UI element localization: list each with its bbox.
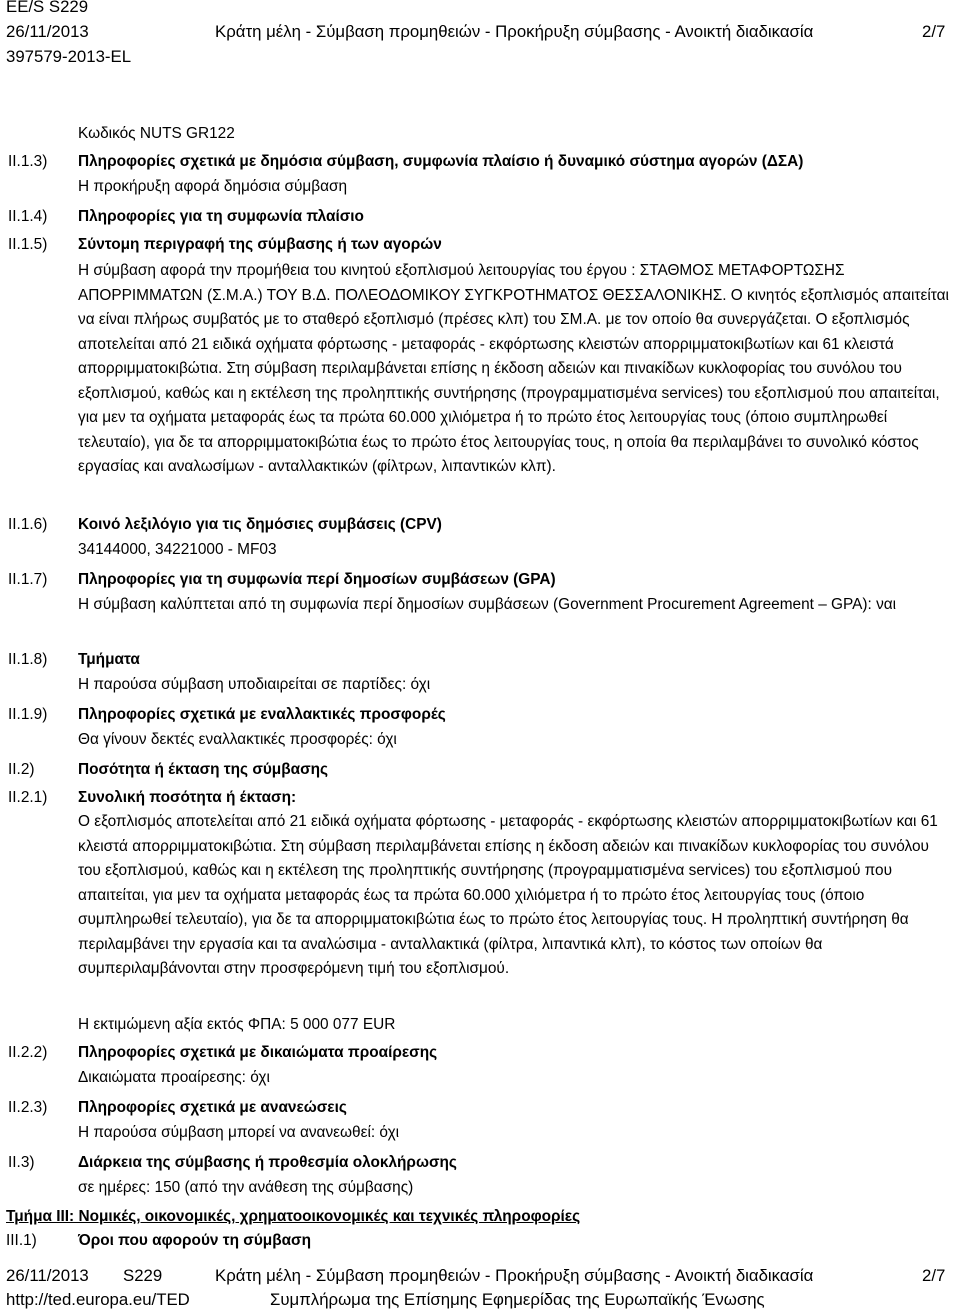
section-paragraph: Η σύμβαση καλύπτεται από τη συμφωνία περί δημοσίων συμβάσεων (Government Procurement Agreement – GPA): ναι <box>78 596 897 613</box>
section-number: II.1.7) <box>8 571 48 588</box>
cpv-codes: 34144000, 34221000 - MF03 <box>78 541 277 558</box>
notice-id: 397579-2013-EL <box>6 47 132 66</box>
header-title: Κράτη μέλη - Σύμβαση προμηθειών - Προκήρυξη σύμβασης - Ανοικτή διαδικασία <box>215 22 814 41</box>
section-number: II.1.8) <box>8 651 48 668</box>
section-number: II.2.3) <box>8 1099 48 1116</box>
section-number: II.1.5) <box>8 236 48 253</box>
section-title: Συνολική ποσότητα ή έκταση: <box>78 789 297 806</box>
section-title: Σύντομη περιγραφή της σύμβασης ή των αγορών <box>78 236 442 253</box>
section-title: Πληροφορίες σχετικά με δημόσια σύμβαση, συμφωνία πλαίσιο ή δυναμικό σύστημα αγορών (ΔΣΑ) <box>78 153 804 170</box>
section-number: II.2.2) <box>8 1044 48 1061</box>
footer-title: Κράτη μέλη - Σύμβαση προμηθειών - Προκήρυξη σύμβασης - Ανοικτή διαδικασία <box>215 1266 814 1285</box>
estimated-value: Η εκτιμώμενη αξία εκτός ΦΠΑ: 5 000 077 EUR <box>78 1016 396 1033</box>
section-title: Ποσότητα ή έκταση της σύμβασης <box>78 761 329 778</box>
nuts-code: Κωδικός NUTS GR122 <box>78 125 235 142</box>
section-text: Η παρούσα σύμβαση υποδιαιρείται σε παρτίδες: όχι <box>78 676 431 693</box>
section-number: II.1.6) <box>8 516 48 533</box>
section-number: II.3) <box>8 1154 35 1171</box>
section-paragraph: Ο εξοπλισμός αποτελείται από 21 ειδικά οχήματα φόρτωσης - μεταφοράς - εκφόρτωσης κλειστών απορριμματοκιβωτίων και 61 κλειστά απορριμματοκιβώτια. Στη σύμβαση περιλαμβάνεται επίσης η έκδοση αδειών και πινακίδων κυκλοφορίας του συνόλου του εξοπλισμού, καθώς και η εκτέλεση της προληπτικής συντήρησης (προγραμματισμένα services) του εξοπλισμού που απαιτείται, για μεν τα οχήματα μεταφοράς έως τα πρώτα 60.000 χιλιόμετρα ή το πρώτο έτος λειτουργίας τους (όποιο συμπληρωθεί τελευταίο), για δε τα απορριμματοκιβώτια έως το πρώτο έτος λειτουργίας τους. Η προληπτική συντήρηση θα περιλαμβάνει την εργασία και τα αναλώσιμα - ανταλλακτικά (φίλτρα, λιπαντικά κλπ), το κόστος των οποίων θα συμπεριλαμβάνονται στην προσφερόμενη τιμή του εξοπλισμού. <box>78 813 938 977</box>
section-title: Πληροφορίες για τη συμφωνία πλαίσιο <box>78 208 364 225</box>
section-number: III.1) <box>6 1232 37 1249</box>
section-title: Τμήματα <box>78 651 140 668</box>
section-text: Δικαιώματα προαίρεσης: όχι <box>78 1069 270 1086</box>
header-page: 2/7 <box>922 22 946 41</box>
section-text: Η προκήρυξη αφορά δημόσια σύμβαση <box>78 178 348 195</box>
section-paragraph: Η σύμβαση αφορά την προμήθεια του κινητού εξοπλισμού λειτουργίας του έργου : ΣΤΑΘΜΟΣ ΜΕΤΑΦΟΡΤΩΣΗΣ ΑΠΟΡΡΙΜΜΑΤΩΝ (Σ.Μ.Α.) ΤΟΥ Β.Δ. ΠΟΛΕΟΔΟΜΙΚΟΥ ΣΥΓΚΡΟΤΗΜΑΤΟΣ ΘΕΣΣΑΛΟΝΙΚΗΣ. Ο κινητός εξοπλισμός απαιτείται να είναι πλήρως συμβατός με το σταθερό εξοπλισμό (πρέσες κλπ) του ΣΜ.Α. με τον οποίο θα συνεργάζεται. Ο εξοπλισμός αποτελείται από 21 ειδικά οχήματα φόρτωσης - μεταφοράς - εκφόρτωσης κλειστών απορριμματοκιβωτίων και 61 κλειστά απορριμματοκιβώτια. Στη σύμβαση περιλαμβάνεται επίσης η έκδοση αδειών και πινακίδων κυκλοφορίας του συνόλου του εξοπλισμού, καθώς και η εκτέλεση της προληπτικής συντήρησης (προγραμματισμένα services) του εξοπλισμού που απαιτείται, για μεν τα οχήματα μεταφοράς έως τα πρώτα 60.000 χιλιόμετρα ή το πρώτο έτος λειτουργίας τους (όποιο συμπληρωθεί τελευταίο), για δε τα απορριμματοκιβώτια έως το πρώτο έτος λειτουργίας τους, η οποία θα περιλαμβάνει το συνολικό κόστος εργασίας και αναλωσίμων - ανταλλακτικών (φίλτρων, λιπαντικών κλπ). <box>78 262 949 475</box>
section-title: Πληροφορίες σχετικά με ανανεώσεις <box>78 1099 347 1116</box>
footer-supplement: Συμπλήρωμα της Επίσημης Εφημερίδας της Ευρωπαϊκής Ένωσης <box>270 1290 765 1309</box>
section-title: Πληροφορίες σχετικά με δικαιώματα προαίρεσης <box>78 1044 438 1061</box>
footer-url[interactable]: http://ted.europa.eu/TED <box>6 1290 190 1309</box>
footer-issue: S229 <box>123 1266 163 1285</box>
header-date: 26/11/2013 <box>6 22 89 41</box>
footer-page: 2/7 <box>922 1266 946 1285</box>
section-title: Κοινό λεξιλόγιο για τις δημόσιες συμβάσεις (CPV) <box>78 516 442 533</box>
section-number: II.2) <box>8 761 35 778</box>
section-title: Πληροφορίες για τη συμφωνία περί δημοσίων συμβάσεων (GPA) <box>78 571 556 588</box>
section-text: σε ημέρες: 150 (από την ανάθεση της σύμβασης) <box>78 1179 414 1196</box>
footer-date: 26/11/2013 <box>6 1266 89 1285</box>
doc-id: EE/S S229 <box>6 0 89 16</box>
section-number: II.2.1) <box>8 789 48 806</box>
section-title: Πληροφορίες σχετικά με εναλλακτικές προσφορές <box>78 706 446 723</box>
section-title: Διάρκεια της σύμβασης ή προθεσμία ολοκλήρωσης <box>78 1154 457 1171</box>
section-number: II.1.4) <box>8 208 48 225</box>
section-number: II.1.9) <box>8 706 48 723</box>
section-title: Όροι που αφορούν τη σύμβαση <box>78 1232 311 1249</box>
section-text: Θα γίνουν δεκτές εναλλακτικές προσφορές: όχι <box>78 731 397 748</box>
section-text: Η παρούσα σύμβαση μπορεί να ανανεωθεί: όχι <box>78 1124 400 1141</box>
section-number: II.1.3) <box>8 153 48 170</box>
part-heading: Τμήμα III: Νομικές, οικονομικές, χρηματοοικονομικές και τεχνικές πληροφορίες <box>6 1208 581 1225</box>
